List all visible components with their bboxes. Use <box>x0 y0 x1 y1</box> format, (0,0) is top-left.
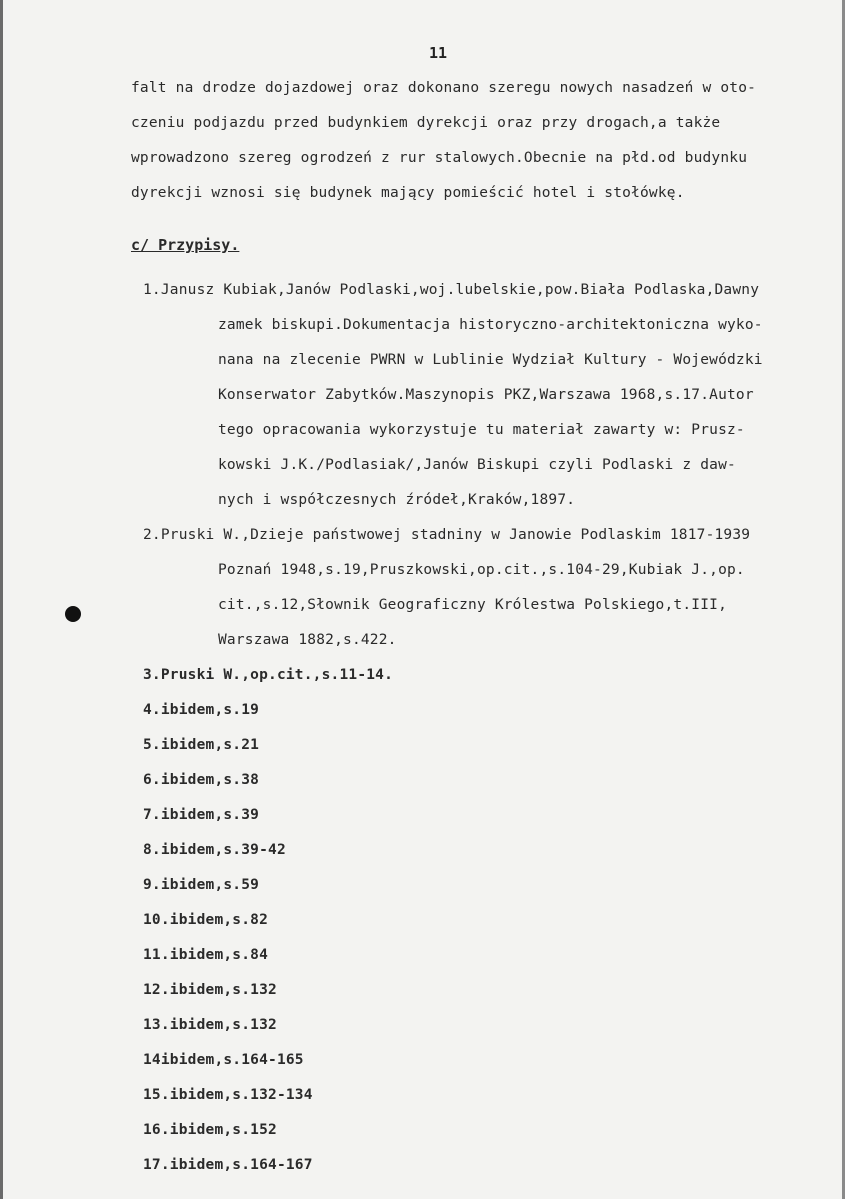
footnote-short: 10.ibidem,s.82 <box>143 912 269 928</box>
punch-hole-mark <box>65 606 81 622</box>
footnote-2-line: Poznań 1948,s.19,Pruszkowski,op.cit.,s.104-29,Kubiak J.,op. <box>218 562 745 578</box>
footnote-1-line: kowski J.K./Podlasiak/,Janów Biskupi czyli Podlaski z daw- <box>218 457 736 473</box>
footnote-short: 6.ibidem,s.38 <box>143 772 260 788</box>
intro-line: falt na drodze dojazdowej oraz dokonano szeregu nowych nasadzeń w oto- <box>131 80 757 96</box>
footnote-1-line: 1.Janusz Kubiak,Janów Podlaski,woj.lubelskie,pow.Biała Podlaska,Dawny <box>143 282 760 298</box>
footnote-short: 16.ibidem,s.152 <box>143 1122 277 1138</box>
intro-line: czeniu podjazdu przed budynkiem dyrekcji oraz przy drogach,a także <box>131 115 721 131</box>
footnote-short: 5.ibidem,s.21 <box>143 737 260 753</box>
footnote-short: 14ibidem,s.164-165 <box>143 1052 304 1068</box>
footnote-short: 8.ibidem,s.39-42 <box>143 842 286 858</box>
footnote-short: 15.ibidem,s.132-134 <box>143 1087 313 1103</box>
footnote-1-line: Konserwator Zabytków.Maszynopis PKZ,Warszawa 1968,s.17.Autor <box>218 387 754 403</box>
footnote-2-line: Warszawa 1882,s.422. <box>218 632 397 648</box>
intro-line: wprowadzono szereg ogrodzeń z rur stalowych.Obecnie na płd.od budynku <box>131 150 748 166</box>
footnote-1-line: nana na zlecenie PWRN w Lublinie Wydział Kultury - Wojewódzki <box>218 352 763 368</box>
footnote-2-line: cit.,s.12,Słownik Geograficzny Królestwa Polskiego,t.III, <box>218 597 727 613</box>
page-number: 11 <box>429 44 448 62</box>
section-heading: c/ Przypisy. <box>131 236 240 254</box>
footnote-short: 13.ibidem,s.132 <box>143 1017 277 1033</box>
footnote-short: 12.ibidem,s.132 <box>143 982 277 998</box>
footnote-1-line: zamek biskupi.Dokumentacja historyczno-architektoniczna wyko- <box>218 317 763 333</box>
footnote-short: 7.ibidem,s.39 <box>143 807 260 823</box>
footnote-short: 9.ibidem,s.59 <box>143 877 260 893</box>
footnote-1-line: nych i współczesnych źródeł,Kraków,1897. <box>218 492 576 508</box>
footnote-short: 3.Pruski W.,op.cit.,s.11-14. <box>143 667 394 683</box>
footnote-short: 17.ibidem,s.164-167 <box>143 1157 313 1173</box>
intro-line: dyrekcji wznosi się budynek mający pomieścić hotel i stołówkę. <box>131 185 685 201</box>
footnote-short: 4.ibidem,s.19 <box>143 702 260 718</box>
footnote-short: 11.ibidem,s.84 <box>143 947 269 963</box>
footnote-1-line: tego opracowania wykorzystuje tu materiał zawarty w: Prusz- <box>218 422 745 438</box>
footnote-2-line: 2.Pruski W.,Dzieje państwowej stadniny w Janowie Podlaskim 1817-1939 <box>143 527 751 543</box>
